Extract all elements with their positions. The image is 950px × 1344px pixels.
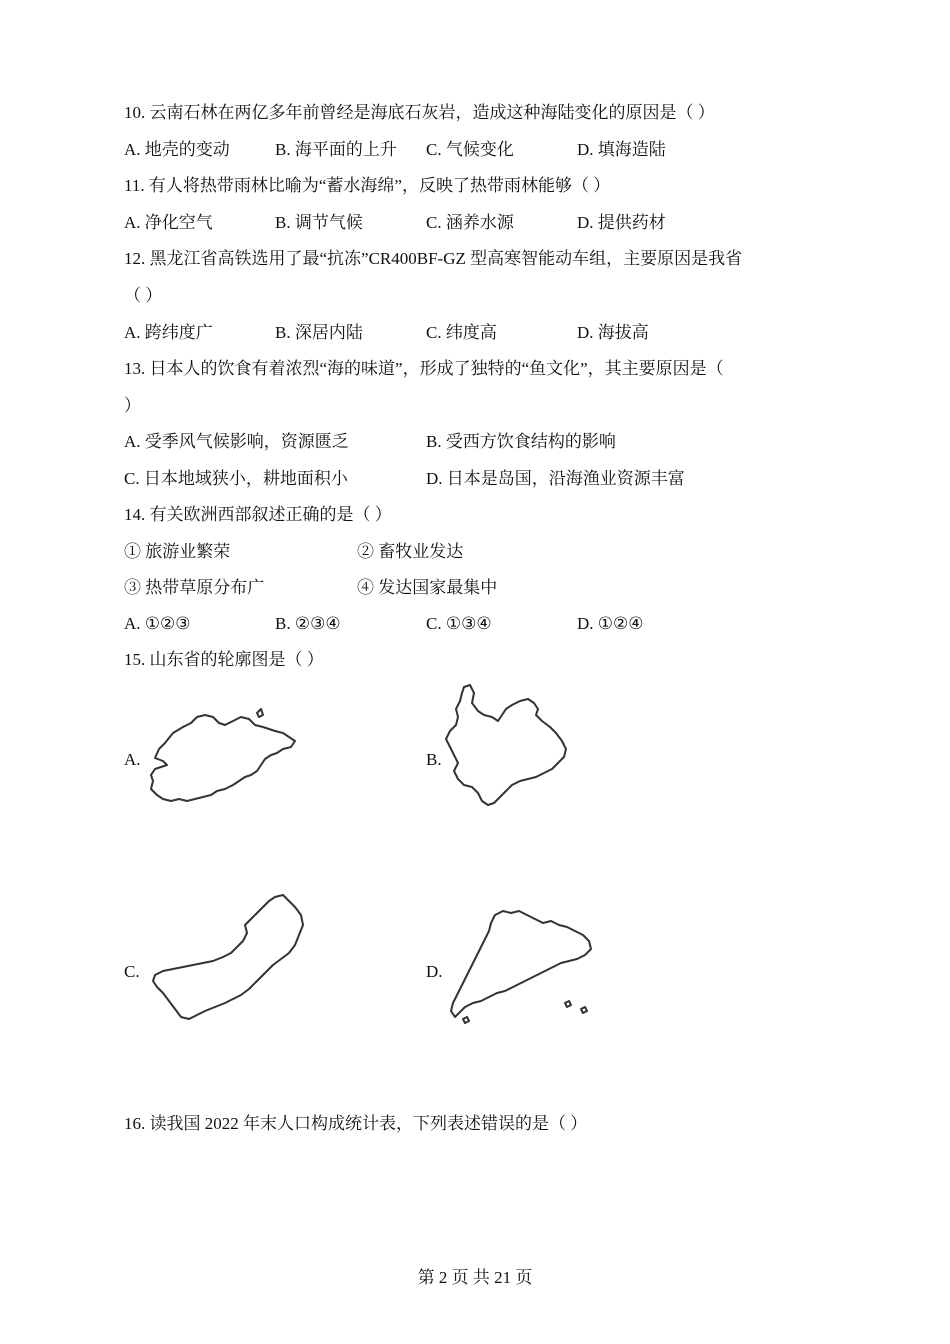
q10-option-d: D. 填海造陆 (577, 140, 666, 159)
q15-option-a: A. (124, 750, 141, 769)
q10-stem: 10. 云南石林在两亿多年前曾经是海底石灰岩，造成这种海陆变化的原因是（ ） (124, 103, 715, 122)
q12-option-b: B. 深居内陆 (275, 323, 363, 342)
q13-option-d: D. 日本是岛国，沿海渔业资源丰富 (426, 469, 685, 488)
q14-statement-1: ① 旅游业繁荣 (124, 542, 231, 561)
q10-option-c: C. 气候变化 (426, 140, 514, 159)
q13-stem: 13. 日本人的饮食有着浓烈“海的味道”，形成了独特的“鱼文化”，其主要原因是（ (124, 359, 724, 378)
q15-option-d: D. (426, 962, 443, 981)
q14-statement-2: ② 畜牧业发达 (357, 542, 464, 561)
q15-option-b: B. (426, 750, 442, 769)
page-footer: 第 2 页 共 21 页 (417, 1268, 533, 1287)
q10-option-a: A. 地壳的变动 (124, 140, 230, 159)
yunnan-outline-map (440, 681, 570, 811)
q12-option-a: A. 跨纬度广 (124, 323, 213, 342)
inner-mongolia-outline-map (145, 891, 310, 1026)
q11-stem: 11. 有人将热带雨林比喻为“蓄水海绵”，反映了热带雨林能够（ ） (124, 176, 611, 195)
q12-stem-continued: （ ） (124, 286, 163, 305)
q14-statement-3: ③ 热带草原分布广 (124, 578, 265, 597)
q12-stem: 12. 黑龙江省高铁选用了最“抗冻”CR400BF-GZ 型高寒智能动车组，主要原因是我省 (124, 249, 743, 268)
q13-stem-continued: ） (124, 396, 141, 415)
q14-option-a: A. ①②③ (124, 614, 191, 633)
q15-stem: 15. 山东省的轮廓图是（ ） (124, 650, 324, 669)
q14-option-b: B. ②③④ (275, 614, 341, 633)
q11-option-d: D. 提供药材 (577, 213, 666, 232)
shandong-outline-map (145, 703, 300, 803)
q14-option-c: C. ①③④ (426, 614, 492, 633)
q13-option-c: C. 日本地域狭小，耕地面积小 (124, 469, 348, 488)
q10-option-b: B. 海平面的上升 (275, 140, 397, 159)
q14-option-d: D. ①②④ (577, 614, 644, 633)
q14-stem: 14. 有关欧洲西部叙述正确的是（ ） (124, 505, 392, 524)
q11-option-b: B. 调节气候 (275, 213, 363, 232)
q16-stem: 16. 读我国 2022 年末人口构成统计表，下列表述错误的是（ ） (124, 1114, 588, 1133)
q13-option-b: B. 受西方饮食结构的影响 (426, 432, 616, 451)
guangdong-outline-map (445, 905, 595, 1025)
q14-statement-4: ④ 发达国家最集中 (357, 578, 498, 597)
q12-option-c: C. 纬度高 (426, 323, 497, 342)
q12-option-d: D. 海拔高 (577, 323, 649, 342)
q11-option-a: A. 净化空气 (124, 213, 213, 232)
q13-option-a: A. 受季风气候影响，资源匮乏 (124, 432, 349, 451)
q11-option-c: C. 涵养水源 (426, 213, 514, 232)
q15-option-c: C. (124, 962, 140, 981)
